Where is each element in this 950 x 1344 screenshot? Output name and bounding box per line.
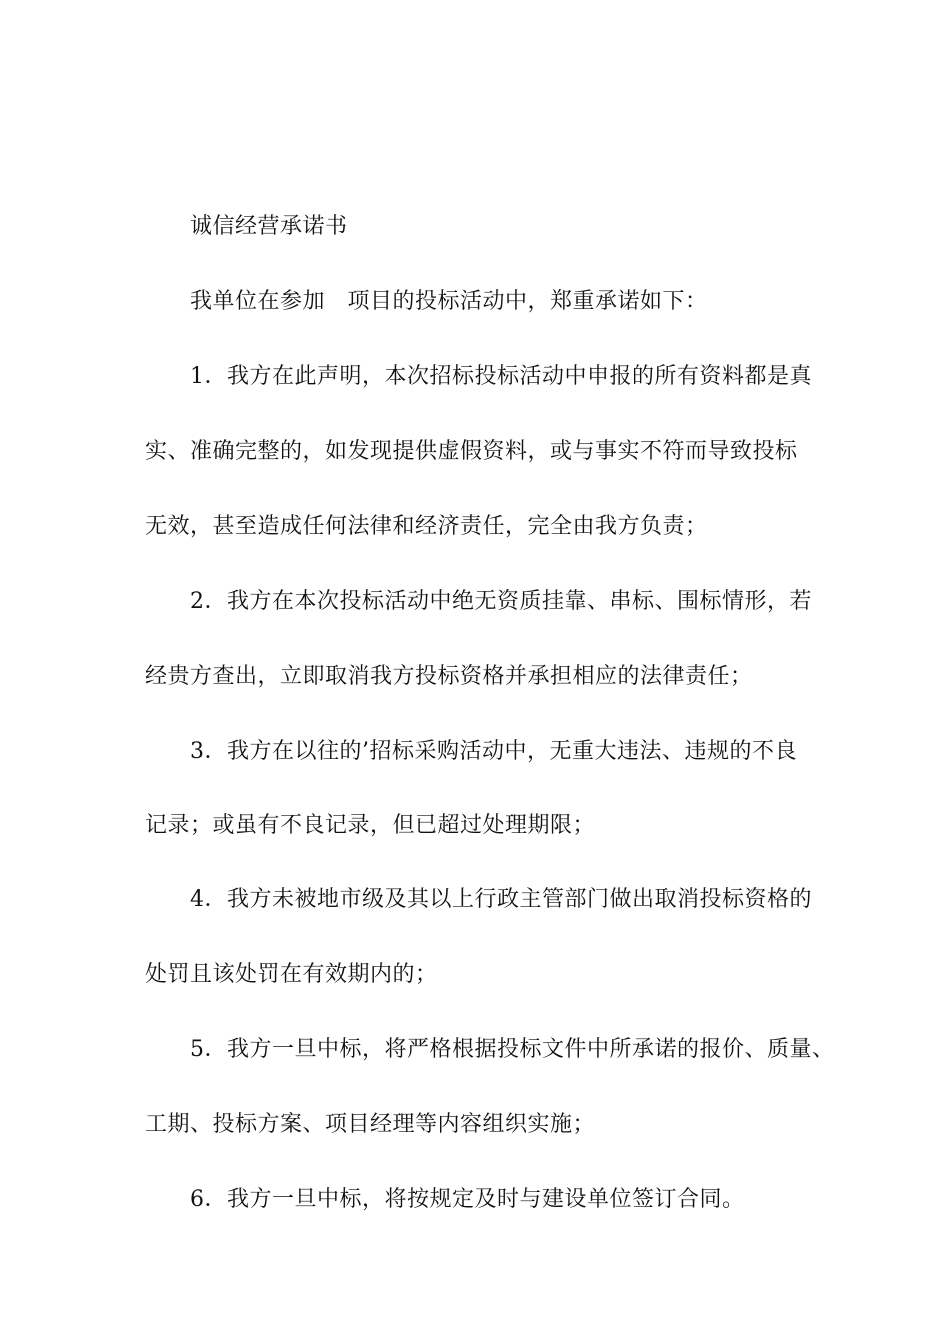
paragraph-line: 经贵方查出，立即取消我方投标资格并承担相应的法律责任；: [145, 664, 753, 689]
paragraph-line: 4．我方未被地市级及其以上行政主管部门做出取消投标资格的: [190, 887, 812, 912]
paragraph-line: 实、准确完整的，如发现提供虚假资料，或与事实不符而导致投标: [145, 439, 798, 464]
document-title: 诚信经营承诺书: [190, 214, 348, 239]
paragraph-line: 我单位在参加 项目的投标活动中，郑重承诺如下：: [190, 289, 708, 314]
paragraph-line: 无效，甚至造成任何法律和经济责任，完全由我方负责；: [145, 514, 708, 539]
paragraph-line: 处罚且该处罚在有效期内的；: [145, 962, 438, 987]
paragraph-line: 5．我方一旦中标，将严格根据投标文件中所承诺的报价、质量、: [190, 1037, 835, 1062]
paragraph-line: 记录；或虽有不良记录，但已超过处理期限；: [145, 813, 596, 838]
paragraph-line: 2．我方在本次投标活动中绝无资质挂靠、串标、围标情形，若: [190, 589, 812, 614]
paragraph-line: 工期、投标方案、项目经理等内容组织实施；: [145, 1112, 596, 1137]
paragraph-line: 3．我方在以往的’招标采购活动中，无重大违法、违规的不良: [190, 739, 797, 764]
paragraph-line: 1．我方在此声明，本次招标投标活动中申报的所有资料都是真: [190, 364, 812, 389]
paragraph-line: 6．我方一旦中标，将按规定及时与建设单位签订合同。: [190, 1187, 745, 1212]
